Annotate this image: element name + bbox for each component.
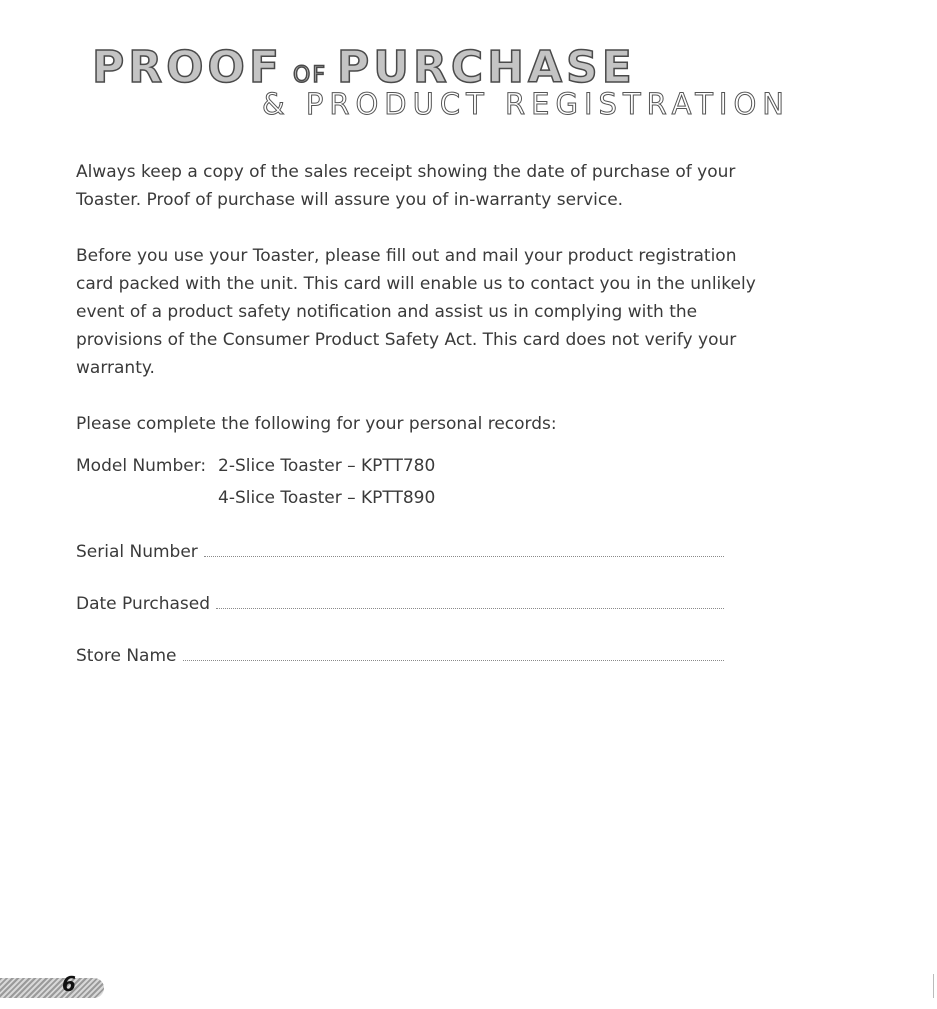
model-row-2	[76, 482, 435, 514]
store-name-label: Store Name	[76, 646, 177, 666]
model-row-1	[76, 450, 435, 482]
page-heading	[92, 42, 852, 121]
store-name-field[interactable]	[76, 646, 724, 666]
model-number-label: Model Number:	[76, 456, 207, 476]
serial-number-field[interactable]	[76, 542, 724, 562]
model-option-4-slice: 4-Slice Toaster – KPTT890	[218, 488, 436, 508]
heading-word-of: OF	[293, 63, 327, 88]
serial-number-label: Serial Number	[76, 542, 198, 562]
heading-word-proof: PROOF	[92, 42, 283, 93]
store-name-line[interactable]	[183, 646, 725, 661]
heading-title	[92, 42, 852, 93]
model-number-block	[76, 450, 435, 514]
footer-decorative-bar	[0, 978, 104, 998]
heading-word-purchase: PURCHASE	[336, 42, 636, 93]
page-number: 6	[62, 972, 76, 996]
date-purchased-line[interactable]	[216, 594, 724, 609]
paragraph-text: Always keep a copy of the sales receipt showing the date of purchase of your Toaster. Proof of purchase will assure you of in-warranty service.	[76, 162, 736, 210]
date-purchased-field[interactable]	[76, 594, 724, 614]
paragraph-registration	[76, 242, 756, 382]
paragraph-text: Please complete the following for your personal records:	[76, 414, 557, 434]
date-purchased-label: Date Purchased	[76, 594, 211, 614]
paragraph-text: Before you use your Toaster, please fill out and mail your product registration card packed with the unit. This card will enable us to contact you in the unlikely event of a product safety notification and assist us in complying with the provisions of the Consumer Product Safety Act. This card does not verify your warranty.	[76, 246, 756, 378]
page-edge-mark	[933, 974, 934, 998]
paragraph-instructions	[76, 410, 756, 438]
paragraph-receipt	[76, 158, 756, 214]
model-option-2-slice: 2-Slice Toaster – KPTT780	[218, 456, 436, 476]
serial-number-line[interactable]	[204, 542, 724, 557]
heading-subtitle: & PRODUCT REGISTRATION	[262, 87, 791, 121]
